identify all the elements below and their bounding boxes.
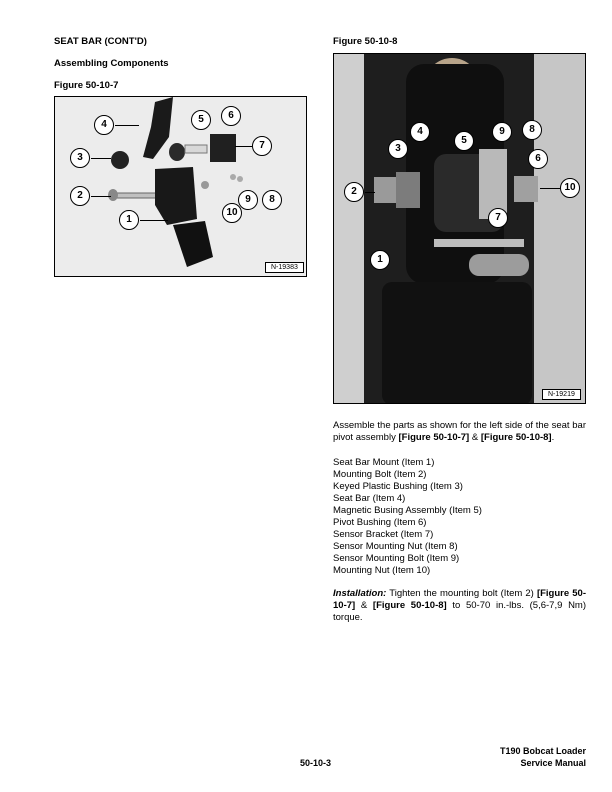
callout-2: 2 xyxy=(344,182,364,202)
callout-5: 5 xyxy=(191,110,211,130)
callout-7: 7 xyxy=(488,208,508,228)
installation-tail: to 50-70 in.-lbs. (5,6-7,9 Nm) torque. xyxy=(333,600,587,623)
figure-ref-link[interactable]: [Figure 50-10-8] xyxy=(480,432,552,443)
footer-manual: Service Manual xyxy=(520,758,586,768)
list-item: Seat Bar Mount (Item 1) xyxy=(333,457,435,468)
callout-arrow xyxy=(115,125,139,126)
callout-4: 4 xyxy=(410,122,430,142)
assembly-photo-illustration xyxy=(334,54,586,404)
figure-ref-link[interactable]: [Figure 50-10-8] xyxy=(372,600,447,611)
callout-arrow xyxy=(140,220,168,221)
callout-3: 3 xyxy=(388,139,408,159)
figure-50-10-8-photo xyxy=(333,53,586,404)
figure-50-10-7-photo xyxy=(54,96,307,277)
list-item: Sensor Bracket (Item 7) xyxy=(333,529,434,540)
list-item: Magnetic Busing Assembly (Item 5) xyxy=(333,505,482,516)
figure-ref-link[interactable]: [Figure 50-10-7] xyxy=(398,432,470,443)
installation-amp: & xyxy=(355,600,373,611)
installation-paragraph xyxy=(333,588,586,624)
callout-8: 8 xyxy=(522,120,542,140)
callout-10: 10 xyxy=(560,178,580,198)
callout-1: 1 xyxy=(119,210,139,230)
parts-list xyxy=(333,457,586,577)
callout-2: 2 xyxy=(70,186,90,206)
callout-10: 10 xyxy=(222,203,242,223)
intro-end: . xyxy=(551,432,555,443)
callout-arrow xyxy=(91,196,111,197)
callout-6: 6 xyxy=(221,106,241,126)
callout-arrow xyxy=(235,146,252,147)
intro-paragraph xyxy=(333,420,586,444)
callout-3: 3 xyxy=(70,148,90,168)
callout-arrow xyxy=(365,192,375,193)
list-item: Mounting Bolt (Item 2) xyxy=(333,469,427,480)
callout-4: 4 xyxy=(94,115,114,135)
figure-id-left: N-19383 xyxy=(265,262,304,273)
callout-8: 8 xyxy=(262,190,282,210)
figure-label-right: Figure 50-10-8 xyxy=(333,36,398,47)
callout-arrow xyxy=(91,158,111,159)
list-item: Keyed Plastic Bushing (Item 3) xyxy=(333,481,463,492)
list-item: Pivot Bushing (Item 6) xyxy=(333,517,427,528)
callout-5: 5 xyxy=(454,131,474,151)
installation-label: Installation: xyxy=(333,588,387,599)
figure-label-left: Figure 50-10-7 xyxy=(54,80,119,91)
page-number: 50-10-3 xyxy=(300,758,332,768)
intro-text: Assemble the parts as shown for the left side of the seat bar pivot assembly xyxy=(333,420,586,443)
list-item: Seat Bar (Item 4) xyxy=(333,493,406,504)
callout-9: 9 xyxy=(492,122,512,142)
list-item: Mounting Nut (Item 10) xyxy=(333,565,431,576)
callout-arrow xyxy=(540,188,560,189)
list-item: Sensor Mounting Bolt (Item 9) xyxy=(333,553,460,564)
footer-model: T190 Bobcat Loader xyxy=(499,746,586,756)
parts-photo-illustration xyxy=(55,97,307,277)
callout-6: 6 xyxy=(528,149,548,169)
callout-7: 7 xyxy=(252,136,272,156)
list-item: Sensor Mounting Nut (Item 8) xyxy=(333,541,458,552)
callout-1: 1 xyxy=(370,250,390,270)
figure-ref-link[interactable]: [Figure 50-10-7] xyxy=(333,588,586,611)
intro-amp: & xyxy=(469,432,481,443)
figure-id-right: N-19219 xyxy=(542,389,581,400)
section-title: SEAT BAR (CONT'D) xyxy=(54,36,147,47)
callout-9: 9 xyxy=(238,190,258,210)
installation-text: Tighten the mounting bolt (Item 2) xyxy=(386,588,537,599)
subsection-title: Assembling Components xyxy=(54,58,169,69)
